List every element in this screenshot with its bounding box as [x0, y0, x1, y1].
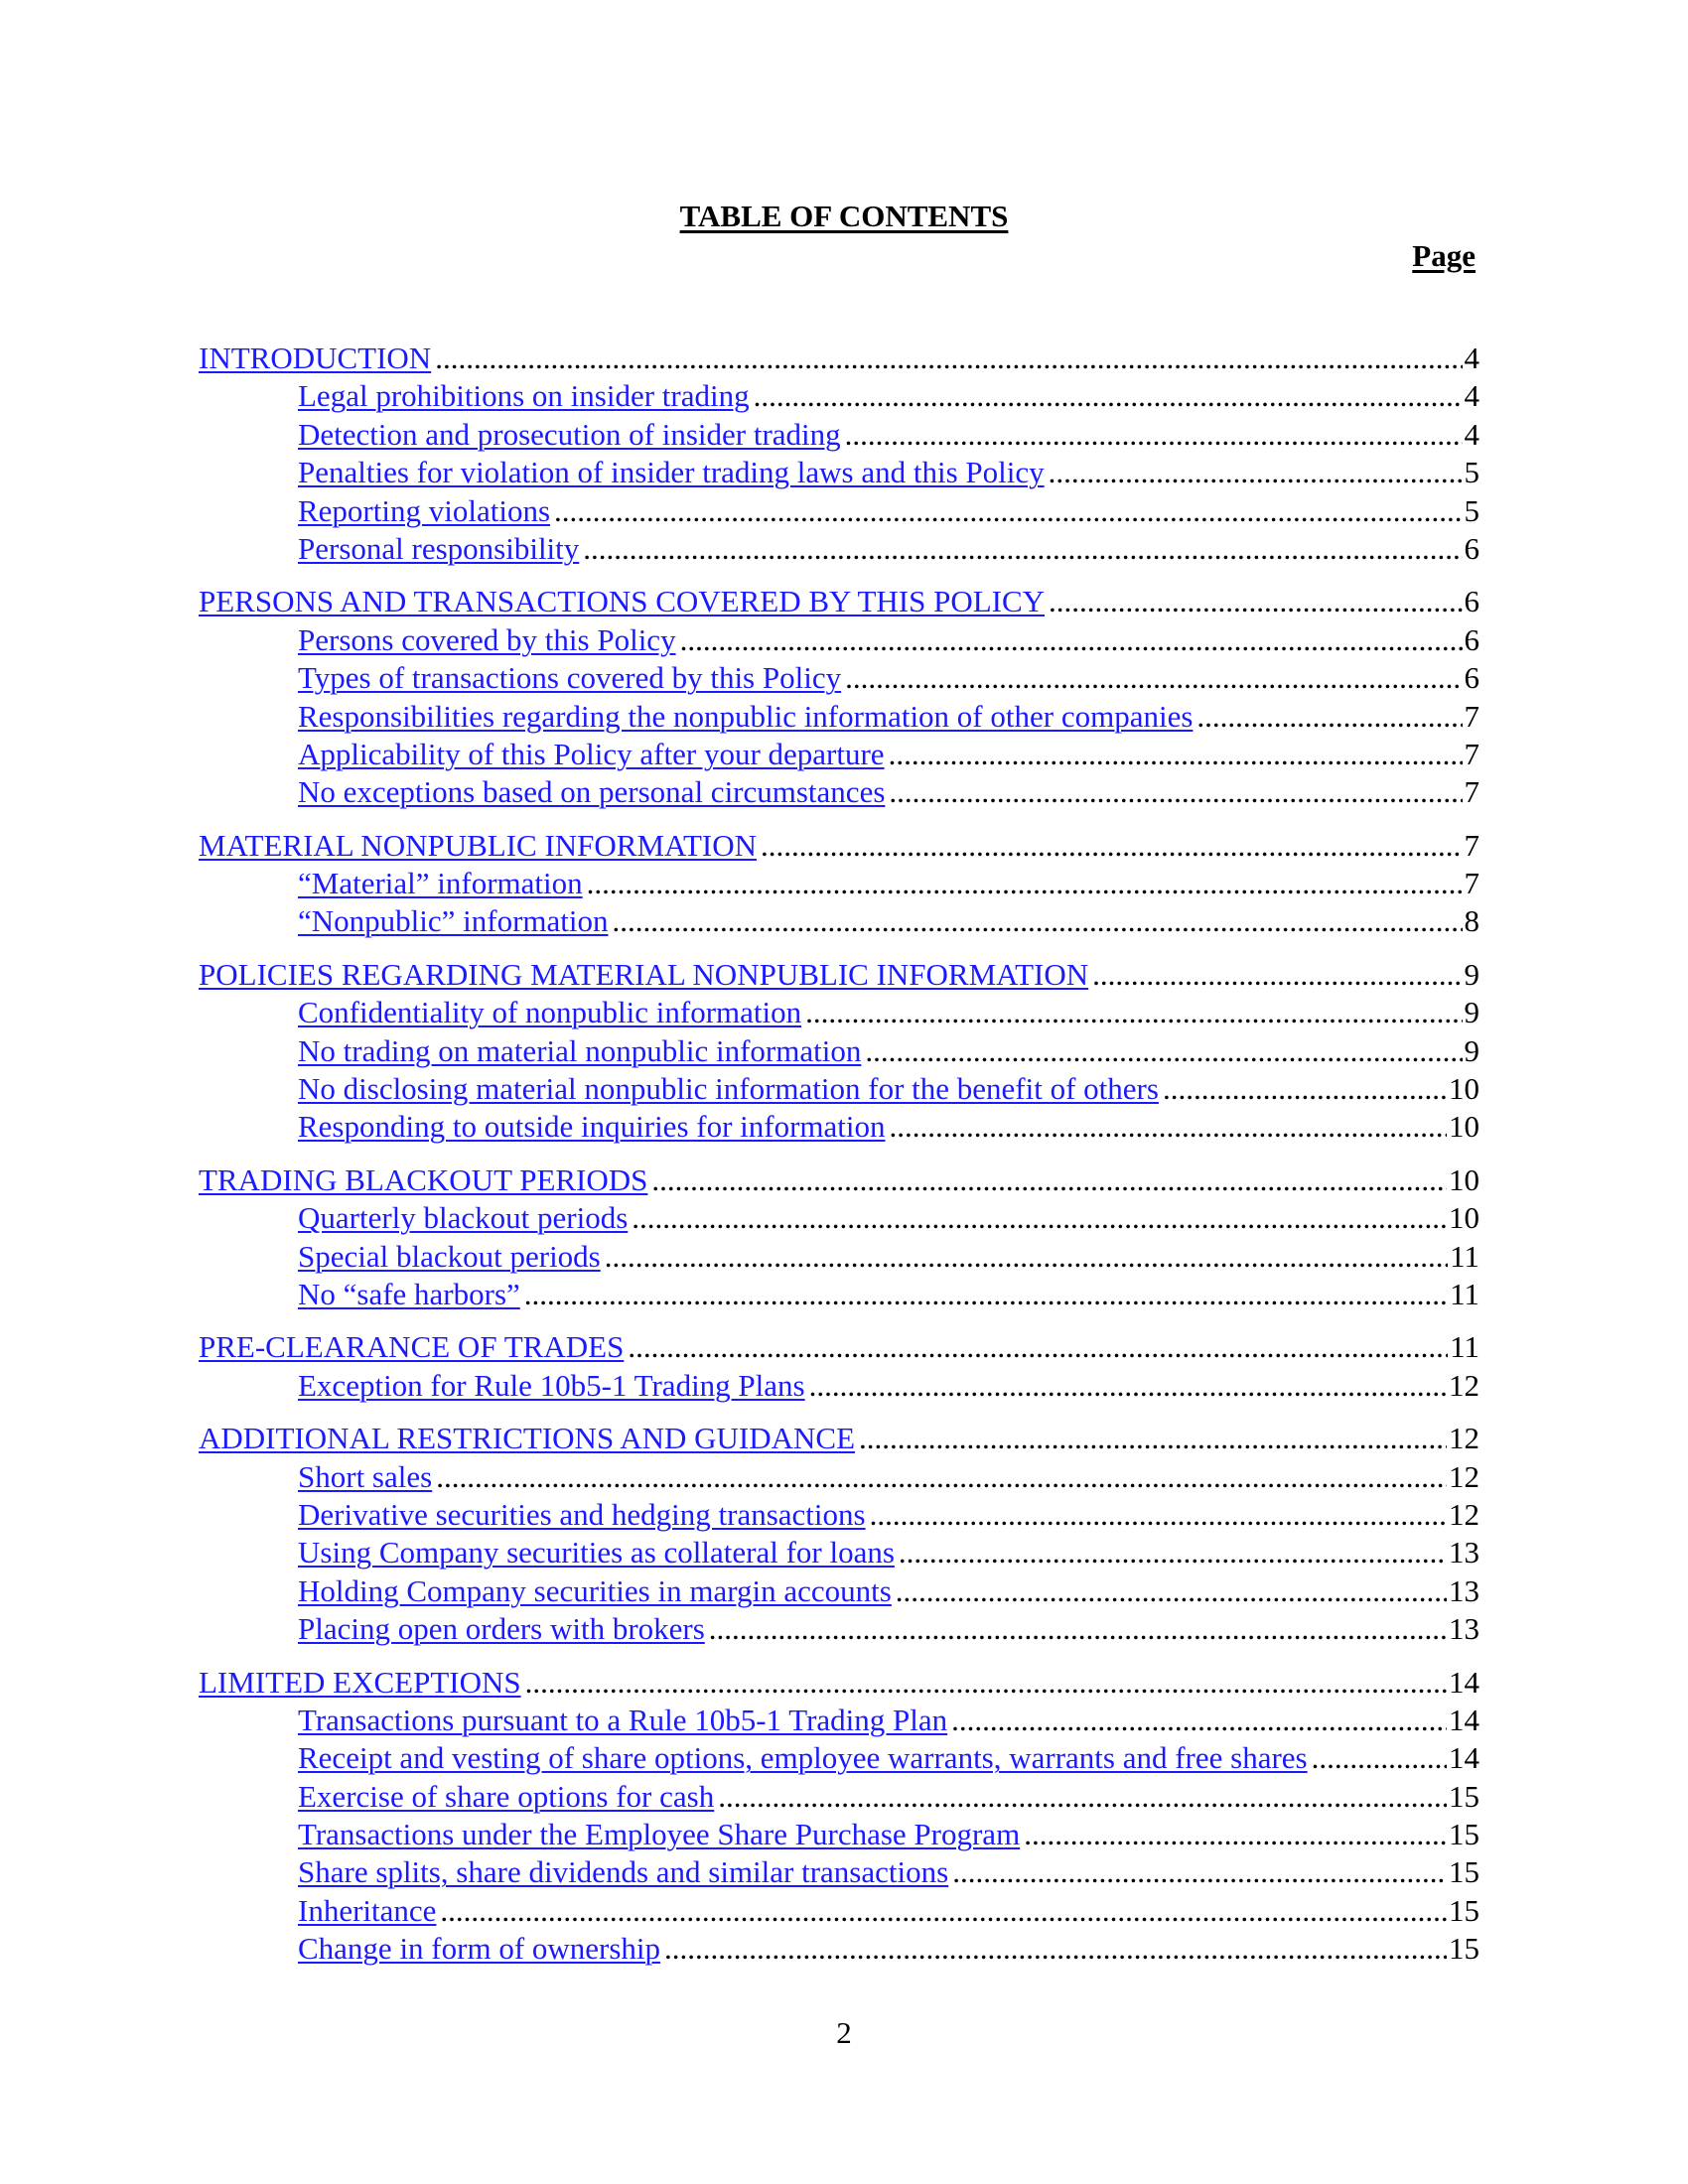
dot-leader — [525, 1664, 1447, 1702]
toc-entry-row — [199, 1930, 1479, 1968]
toc-page-number: 15 — [1449, 1892, 1479, 1928]
toc-page-number: 9 — [1464, 995, 1479, 1030]
dot-leader — [951, 1702, 1447, 1739]
toc-entry-link-nonpublic-information[interactable]: “Nonpublic” information — [298, 903, 609, 939]
toc-entry-row — [199, 1853, 1479, 1891]
toc-page-number: 13 — [1449, 1535, 1479, 1570]
toc-entry-row — [199, 865, 1479, 902]
toc-entry-link-receipt-and-vesting-of-share-options-employee-warrants-warrants-and-free-shares[interactable]: Receipt and vesting of share options, employee warrants, warrants and free shares — [298, 1740, 1308, 1776]
toc-section-link-pre-clearance-of-trades[interactable]: PRE-CLEARANCE OF TRADES — [199, 1329, 625, 1365]
toc-page-number: 14 — [1449, 1740, 1479, 1776]
toc-section — [199, 340, 1479, 568]
dot-leader — [435, 340, 1462, 377]
dot-leader — [890, 1108, 1447, 1146]
toc-entry-link-responsibilities-regarding-the-nonpublic-information-of-other-companies[interactable]: Responsibilities regarding the nonpublic information of other companies — [298, 698, 1194, 734]
toc-section-row — [199, 1664, 1479, 1702]
toc-entry-link-transactions-under-the-employee-share-purchase-program[interactable]: Transactions under the Employee Share Purchase Program — [298, 1817, 1021, 1852]
toc-entry-link-using-company-securities-as-collateral-for-loans[interactable]: Using Company securities as collateral for loans — [298, 1535, 895, 1570]
toc-section — [199, 1420, 1479, 1648]
toc-entry-row — [199, 1534, 1479, 1571]
toc-section — [199, 956, 1479, 1147]
toc-entry-link-persons-covered-by-this-policy[interactable]: Persons covered by this Policy — [298, 621, 676, 657]
toc-entry-link-quarterly-blackout-periods[interactable]: Quarterly blackout periods — [298, 1200, 629, 1236]
toc-page-number: 9 — [1464, 956, 1479, 992]
toc-section-row — [199, 1328, 1479, 1366]
toc-entry-row — [199, 1892, 1479, 1930]
dot-leader — [605, 1238, 1448, 1276]
toc-page-number: 11 — [1450, 1276, 1479, 1311]
toc-section — [199, 827, 1479, 941]
toc-entry-row — [199, 1739, 1479, 1777]
dot-leader — [664, 1930, 1447, 1968]
toc-page-number: 15 — [1449, 1778, 1479, 1814]
toc-section-link-persons-and-transactions-covered-by-this-policy[interactable]: PERSONS AND TRANSACTIONS COVERED BY THIS POLICY — [199, 584, 1046, 619]
toc-entry-link-change-in-form-of-ownership[interactable]: Change in form of ownership — [298, 1931, 661, 1967]
toc-entry-row — [199, 492, 1479, 530]
toc-page-number: 6 — [1464, 660, 1479, 696]
toc-page-number: 7 — [1464, 866, 1479, 901]
toc-entry-row — [199, 736, 1479, 773]
dot-leader — [805, 994, 1462, 1031]
toc-entry-link-penalties-for-violation-of-insider-trading-laws-and-this-policy[interactable]: Penalties for violation of insider trading laws and this Policy — [298, 455, 1045, 490]
toc-page-number: 14 — [1449, 1664, 1479, 1700]
toc-page-number: 11 — [1450, 1329, 1479, 1365]
toc-entry-link-share-splits-share-dividends-and-similar-transactions[interactable]: Share splits, share dividends and similar transactions — [298, 1854, 949, 1890]
toc-entry-row — [199, 1496, 1479, 1534]
toc-entry-row — [199, 1199, 1479, 1237]
toc-page-number: 5 — [1464, 492, 1479, 528]
toc-page-number: 13 — [1449, 1611, 1479, 1647]
toc-section-row — [199, 1161, 1479, 1199]
toc-page-number: 4 — [1464, 416, 1479, 452]
dot-leader — [709, 1610, 1447, 1648]
toc-page-number: 9 — [1464, 1032, 1479, 1068]
dot-leader — [1049, 454, 1463, 491]
toc-entry-row — [199, 902, 1479, 940]
dot-leader — [896, 1572, 1447, 1610]
dot-leader — [1196, 698, 1462, 736]
toc-page-number: 7 — [1464, 827, 1479, 863]
toc-entry-row — [199, 659, 1479, 697]
toc-page-number: 14 — [1449, 1702, 1479, 1737]
toc-entry-row — [199, 1276, 1479, 1313]
dot-leader — [436, 1458, 1447, 1496]
dot-leader — [1163, 1070, 1447, 1108]
toc-entry-link-special-blackout-periods[interactable]: Special blackout periods — [298, 1238, 601, 1274]
dot-leader — [628, 1328, 1448, 1366]
toc-entry-row — [199, 621, 1479, 659]
dot-leader — [899, 1534, 1447, 1571]
dot-leader — [613, 902, 1463, 940]
toc-page-number: 15 — [1449, 1931, 1479, 1967]
toc-section-link-introduction[interactable]: INTRODUCTION — [199, 341, 432, 375]
toc-section-link-additional-restrictions-and-guidance[interactable]: ADDITIONAL RESTRICTIONS AND GUIDANCE — [199, 1421, 856, 1456]
toc-section — [199, 1664, 1479, 1969]
toc-page-number: 13 — [1449, 1572, 1479, 1608]
toc-section — [199, 583, 1479, 811]
dot-leader — [718, 1778, 1447, 1816]
toc-entry-link-holding-company-securities-in-margin-accounts[interactable]: Holding Company securities in margin accounts — [298, 1572, 892, 1608]
toc-entry-row — [199, 1458, 1479, 1496]
toc-section-link-limited-exceptions[interactable]: LIMITED EXCEPTIONS — [199, 1664, 521, 1700]
toc-section-link-trading-blackout-periods[interactable]: TRADING BLACKOUT PERIODS — [199, 1161, 648, 1197]
dot-leader — [754, 377, 1463, 415]
toc-entry-row — [199, 1238, 1479, 1276]
toc-entry-link-no-disclosing-material-nonpublic-information-for-the-benefit-of-others[interactable]: No disclosing material nonpublic information for the benefit of others — [298, 1071, 1159, 1107]
toc-page-number: 10 — [1449, 1161, 1479, 1197]
toc-page-number: 4 — [1464, 378, 1479, 414]
toc-section-row — [199, 956, 1479, 994]
dot-leader — [583, 530, 1462, 568]
dot-leader — [845, 659, 1462, 697]
toc-page-number: 5 — [1464, 455, 1479, 490]
toc-entry-row — [199, 994, 1479, 1031]
toc-page-number: 8 — [1464, 903, 1479, 939]
toc-entry-row — [199, 530, 1479, 568]
toc-entry-link-derivative-securities-and-hedging-transactions[interactable]: Derivative securities and hedging transactions — [298, 1496, 866, 1532]
toc-section-link-material-nonpublic-information[interactable]: MATERIAL NONPUBLIC INFORMATION — [199, 827, 758, 863]
toc-page-number: 6 — [1464, 530, 1479, 566]
dot-leader — [845, 416, 1463, 454]
toc-entry-link-applicability-of-this-policy-after-your-departure[interactable]: Applicability of this Policy after your departure — [298, 736, 885, 771]
toc-entry-link-exception-for-rule-10b5-1-trading-plans[interactable]: Exception for Rule 10b5-1 Trading Plans — [298, 1367, 805, 1403]
toc-entry-row — [199, 1070, 1479, 1108]
toc-page-number: 12 — [1449, 1421, 1479, 1456]
toc-entry-link-responding-to-outside-inquiries-for-information[interactable]: Responding to outside inquiries for information — [298, 1109, 886, 1145]
toc-page-number: 12 — [1449, 1367, 1479, 1403]
dot-leader — [554, 492, 1462, 530]
toc-entry-link-material-information[interactable]: “Material” information — [298, 866, 583, 901]
toc-entry-link-placing-open-orders-with-brokers[interactable]: Placing open orders with brokers — [298, 1611, 705, 1647]
toc-page-number: 12 — [1449, 1496, 1479, 1532]
dot-leader — [1024, 1816, 1447, 1853]
toc-page-number: 6 — [1464, 584, 1479, 619]
toc-entry-row — [199, 1778, 1479, 1816]
toc-entry-row — [199, 698, 1479, 736]
toc-entry-row — [199, 1367, 1479, 1405]
toc-title: TABLE OF CONTENTS — [679, 199, 1009, 233]
toc-entry-row — [199, 377, 1479, 415]
toc-page-number: 7 — [1464, 774, 1479, 810]
dot-leader — [680, 621, 1463, 659]
toc-entry-row — [199, 1816, 1479, 1853]
toc-entry-row — [199, 1108, 1479, 1146]
toc-page-number: 6 — [1464, 621, 1479, 657]
dot-leader — [587, 865, 1463, 902]
toc-entry-link-no-trading-on-material-nonpublic-information[interactable]: No trading on material nonpublic information — [298, 1032, 862, 1068]
toc-page-number: 10 — [1449, 1109, 1479, 1145]
toc-page-number: 4 — [1464, 341, 1479, 375]
toc-entry-link-personal-responsibility[interactable]: Personal responsibility — [298, 530, 580, 566]
toc-page-number: 12 — [1449, 1458, 1479, 1494]
dot-leader — [889, 736, 1463, 773]
toc-entry-link-inheritance[interactable]: Inheritance — [298, 1892, 437, 1928]
toc-entry-row — [199, 1610, 1479, 1648]
toc-page-number: 11 — [1450, 1238, 1479, 1274]
toc-entry-row — [199, 454, 1479, 491]
toc-entry-row — [199, 1702, 1479, 1739]
dot-leader — [524, 1276, 1448, 1313]
toc-entry-link-no-safe-harbors[interactable]: No “safe harbors” — [298, 1276, 520, 1311]
toc-section-row — [199, 583, 1479, 620]
dot-leader — [1312, 1739, 1447, 1777]
toc-section-row — [199, 827, 1479, 865]
toc-entry-link-no-exceptions-based-on-personal-circumstances[interactable]: No exceptions based on personal circumstances — [298, 774, 886, 810]
dot-leader — [865, 1032, 1462, 1070]
page-number: 2 — [836, 2015, 852, 2050]
toc-section — [199, 1328, 1479, 1405]
dot-leader — [952, 1853, 1447, 1891]
dot-leader — [870, 1496, 1447, 1534]
toc-list — [199, 340, 1479, 1983]
toc-entry-link-detection-and-prosecution-of-insider-trading[interactable]: Detection and prosecution of insider trading — [298, 416, 841, 452]
page-column-header: Page — [1412, 238, 1476, 273]
toc-entry-link-confidentiality-of-nonpublic-information[interactable]: Confidentiality of nonpublic information — [298, 995, 802, 1030]
toc-page-number: 7 — [1464, 736, 1479, 771]
dot-leader — [651, 1161, 1447, 1199]
toc-entry-link-reporting-violations[interactable]: Reporting violations — [298, 492, 551, 528]
dot-leader — [440, 1892, 1447, 1930]
toc-page-number: 15 — [1449, 1817, 1479, 1852]
toc-entry-link-transactions-pursuant-to-a-rule-10b5-1-trading-plan[interactable]: Transactions pursuant to a Rule 10b5-1 Trading Plan — [298, 1702, 948, 1737]
toc-entry-link-short-sales[interactable]: Short sales — [298, 1458, 433, 1494]
toc-page-number: 15 — [1449, 1854, 1479, 1890]
toc-entry-link-legal-prohibitions-on-insider-trading[interactable]: Legal prohibitions on insider trading — [298, 378, 750, 414]
dot-leader — [889, 773, 1462, 811]
dot-leader — [859, 1420, 1447, 1457]
toc-page-number: 10 — [1449, 1200, 1479, 1236]
toc-entry-row — [199, 416, 1479, 454]
toc-entry-row — [199, 1572, 1479, 1610]
toc-section-row — [199, 340, 1479, 377]
dot-leader — [761, 827, 1462, 865]
toc-section-link-policies-regarding-material-nonpublic-information[interactable]: POLICIES REGARDING MATERIAL NONPUBLIC INFORMATION — [199, 956, 1089, 992]
dot-leader — [809, 1367, 1447, 1405]
toc-entry-row — [199, 773, 1479, 811]
toc-section-row — [199, 1420, 1479, 1457]
toc-entry-link-exercise-of-share-options-for-cash[interactable]: Exercise of share options for cash — [298, 1778, 715, 1814]
toc-section — [199, 1161, 1479, 1314]
dot-leader — [632, 1199, 1447, 1237]
toc-page-number: 10 — [1449, 1071, 1479, 1107]
dot-leader — [1092, 956, 1462, 994]
toc-entry-row — [199, 1032, 1479, 1070]
toc-entry-link-types-of-transactions-covered-by-this-policy[interactable]: Types of transactions covered by this Policy — [298, 660, 842, 696]
dot-leader — [1049, 583, 1462, 620]
toc-page-number: 7 — [1464, 698, 1479, 734]
